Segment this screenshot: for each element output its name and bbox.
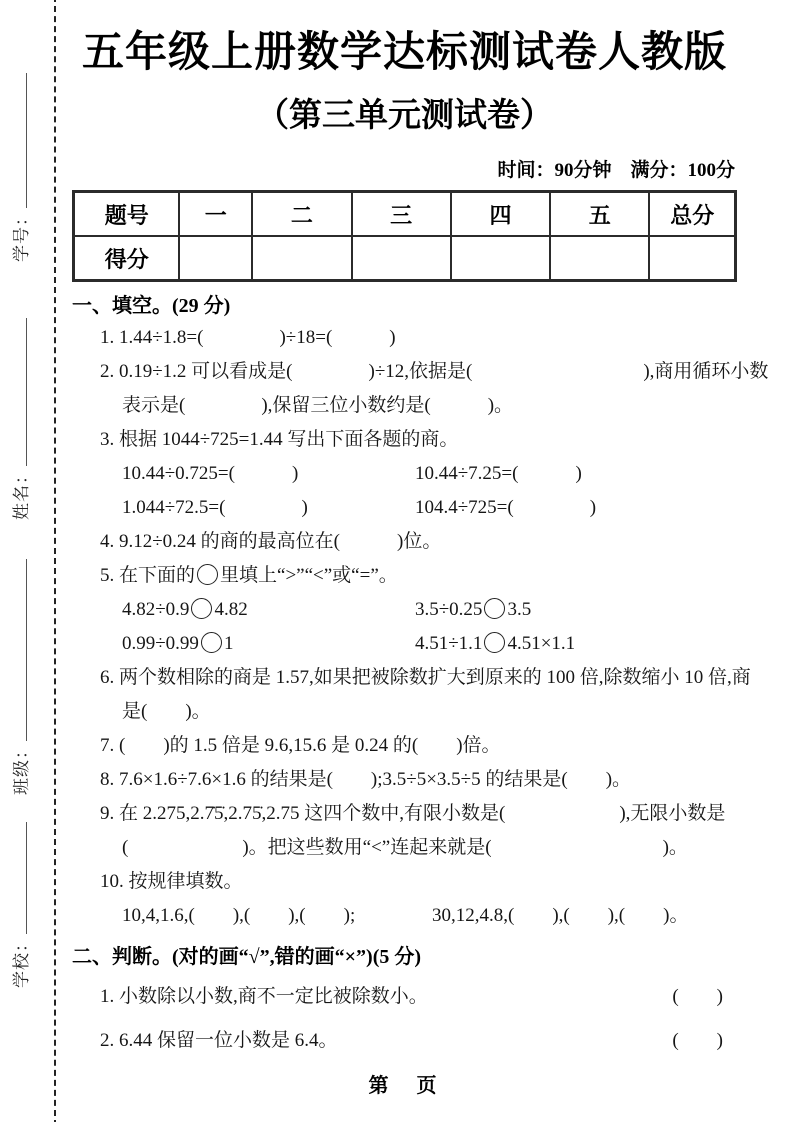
question-8: 8. 7.6×1.6÷7.6×1.6 的结果是( );3.5÷5×3.5÷5 的结果是( )。 (100, 769, 632, 790)
expression-left: 4.51÷1.1 (415, 633, 483, 654)
question-5-item-b (415, 593, 737, 627)
score-table-header-cell: 三 (352, 192, 451, 237)
score-table-header-row (74, 192, 736, 237)
expression-right: 4.51×1.1 (507, 633, 576, 654)
judge-item-1 (72, 980, 737, 1014)
student-name-field (11, 318, 33, 520)
student-name-label: 姓名： (12, 466, 31, 520)
question-2-line2: 表示是( ),保留三位小数约是( )。 (122, 395, 514, 416)
question-3-row2 (72, 491, 737, 525)
expression-right: 3.5 (507, 599, 532, 620)
section-2-header: 二、判断。(对的画“√”,错的画“×”)(5 分) (72, 946, 422, 968)
class-line (11, 559, 27, 741)
paper-subtitle: （第三单元测试卷） (256, 96, 553, 133)
question-3-item-c: 1.044÷72.5=( ) (122, 497, 308, 518)
question-7: 7. ( )的 1.5 倍是 9.6,15.6 是 0.24 的( )倍。 (100, 735, 501, 756)
class-label: 班级： (12, 741, 31, 795)
score-table-header-cell: 题号 (74, 192, 180, 237)
question-10-intro: 10. 按规律填数。 (100, 871, 243, 892)
score-cell-empty (352, 236, 451, 281)
question-6-line2: 是( )。 (122, 701, 211, 722)
question-3-item-a: 10.44÷0.725=( ) (122, 463, 299, 484)
paper-content (72, 0, 769, 1058)
score-table-header-cell: 二 (252, 192, 351, 237)
judge-item-2 (72, 1024, 737, 1058)
question-9-line2: ( )。把这些数用“<”连起来就是( )。 (122, 837, 688, 858)
score-table-header-cell: 一 (179, 192, 252, 237)
comparison-circle-icon (197, 564, 218, 585)
expression-right: 4.82 (214, 599, 248, 620)
expression-left: 4.82÷0.9 (122, 599, 190, 620)
comparison-circle-icon (201, 632, 222, 653)
judge-answer-blank: ( ) (672, 1030, 723, 1051)
score-table-header-cell: 总分 (649, 192, 735, 237)
paper-title: 五年级上册数学达标测试卷人教版 (81, 28, 727, 75)
student-number-line (11, 73, 27, 208)
question-10-sequence-b: 30,12,4.8,( ),( ),( )。 (432, 905, 689, 926)
expression-right: 1 (223, 633, 234, 654)
score-cell-empty (252, 236, 351, 281)
school-field (11, 822, 33, 988)
expression-left: 0.99÷0.99 (122, 633, 199, 654)
comparison-circle-icon (484, 598, 505, 619)
question-10-row (72, 899, 737, 933)
score-cell-empty (451, 236, 550, 281)
score-cell-empty (550, 236, 649, 281)
time-score-info: 时间：90分钟 满分：100分 (497, 160, 735, 181)
student-number-label: 学号： (12, 208, 31, 262)
judge-answer-blank: ( ) (672, 986, 723, 1007)
score-cell-empty (179, 236, 252, 281)
judge-item-text: 1. 小数除以小数,商不一定比被除数小。 (100, 986, 428, 1007)
student-name-line (11, 318, 27, 466)
question-5-item-d (415, 627, 737, 661)
question-9-line1: 9. 在 2.275,2.7̇5̇,2.75̇,2.75 这四个数中,有限小数是( ),无限小数是 (100, 803, 726, 824)
question-6-line1: 6. 两个数相除的商是 1.57,如果把被除数扩大到原来的 100 倍,除数缩小 10 倍,商 (100, 667, 751, 688)
school-label: 学校： (12, 934, 31, 988)
question-4: 4. 9.12÷0.24 的商的最高位在( )位。 (100, 531, 442, 552)
question-5-intro-pre: 5. 在下面的 (100, 565, 196, 586)
question-3-item-b: 10.44÷7.25=( ) (415, 463, 582, 484)
judge-item-text: 2. 6.44 保留一位小数是 6.4。 (100, 1030, 338, 1051)
question-3-item-d: 104.4÷725=( ) (415, 497, 597, 518)
question-10-sequence-a: 10,4,1.6,( ),( ),( ); (122, 905, 356, 926)
comparison-circle-icon (484, 632, 505, 653)
class-field (11, 559, 33, 795)
question-2-line1: 2. 0.19÷1.2 可以看成是( )÷12,依据是( ),商用循环小数 (100, 361, 769, 382)
question-1: 1. 1.44÷1.8=( )÷18=( ) (100, 327, 396, 348)
score-table-score-row (74, 236, 736, 281)
seal-dashed-line (54, 0, 56, 1122)
question-5-item-c (122, 627, 415, 661)
score-cell-empty (649, 236, 735, 281)
question-5-intro-post: 里填上“>”“<”或“=”。 (220, 565, 398, 586)
question-5-item-a (122, 593, 415, 627)
question-5-intro (72, 559, 737, 593)
school-line (11, 822, 27, 934)
score-row-label: 得分 (74, 236, 180, 281)
question-3-row1 (72, 457, 737, 491)
comparison-circle-icon (191, 598, 212, 619)
expression-left: 3.5÷0.25 (415, 599, 483, 620)
question-3-intro: 3. 根据 1044÷725=1.44 写出下面各题的商。 (100, 429, 459, 450)
question-5-row2 (72, 627, 737, 661)
score-table (72, 190, 737, 282)
student-number-field (11, 73, 33, 262)
score-table-header-cell: 四 (451, 192, 550, 237)
question-5-row1 (72, 593, 737, 627)
score-table-header-cell: 五 (550, 192, 649, 237)
section-1-header: 一、填空。(29 分) (72, 295, 231, 317)
page-footer: 第 页 (368, 1075, 441, 1097)
